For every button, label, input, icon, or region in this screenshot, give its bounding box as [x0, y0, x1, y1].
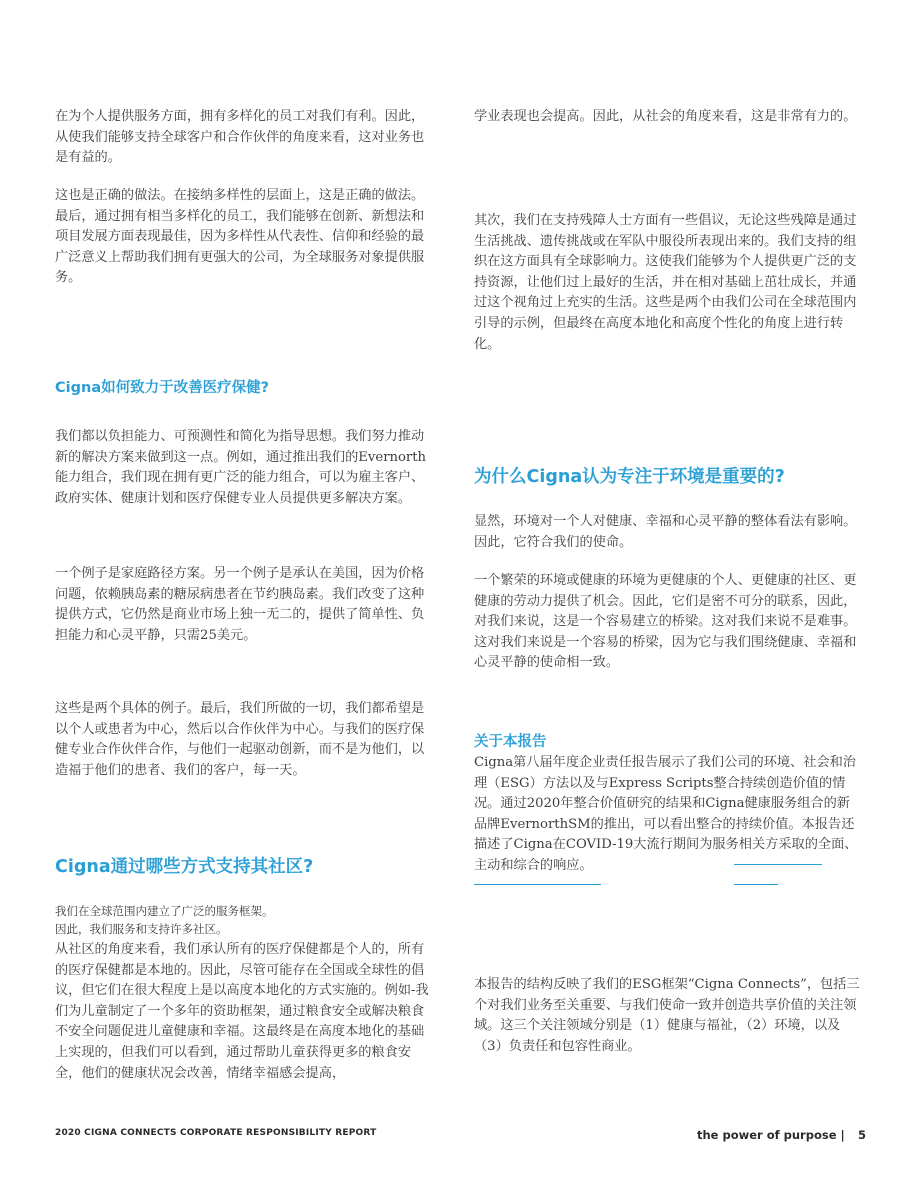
section-heading: 关于本报告 [474, 734, 547, 750]
body-paragraph: 从社区的角度来看，我们承认所有的医疗保健都是个人的，所有的医疗保健都是本地的。因此，尽管可能存在全国或全球性的倡议，但它们在很大程度上是以高度本地化的方式实施的。例如-我们为儿童制定了一个多年的资助框架，通过粮食安全或解决粮食不安全问题促进儿童健康和幸福。这最终是在高度本地化的基础上实现的，但我们可以看到，通过帮助儿童获得更多的粮食安全，他们的健康状况会改善，情绪幸福感会提高， [55, 942, 429, 1081]
footer-report-title: 2020 CIGNA CONNECTS CORPORATE RESPONSIBILITY REPORT [55, 1128, 377, 1138]
body-paragraph: 我们都以负担能力、可预测性和简化为指导思想。我们努力推动新的解决方案来做到这一点。例如，通过推出我们的Evernorth能力组合，我们现在拥有更广泛的能力组合，可以为雇主客户、政府实体、健康计划和医疗保健专业人员提供更多解决方案。 [55, 429, 427, 506]
body-paragraph: Cigna第八届年度企业责任报告展示了我们公司的环境、社会和治理（ESG）方法以及与Express Scripts整合持续创造价值的情况。通过2020年整合价值研究的结果和Cigna健康服务组合的新品牌EvernorthSM的推出，可以看出整合的持续价值。本报告还描述了Cigna在COVID-19大流行期间为服务相关方采取的全面、主动和综合的响应。 [474, 755, 858, 873]
body-paragraph: 显然，环境对一个人对健康、幸福和心灵平静的整体看法有影响。因此，它符合我们的使命。 [474, 514, 857, 550]
body-paragraph: 在为个人提供服务方面，拥有多样化的员工对我们有利。因此，从使我们能够支持全球客户和合作伙伴的角度来看，这对业务也是有益的。 [55, 109, 425, 166]
body-paragraph: 本报告的结构反映了我们的ESG框架“Cigna Connects”，包括三个对我们业务至关重要、与我们使命一致并创造共享价值的关注领域。这三个关注领域分别是（1）健康与福祉，（2）环境，以及（3）负责任和包容性商业。 [474, 977, 860, 1054]
body-note: 因此，我们服务和支持许多社区。 [55, 922, 228, 936]
section-heading: Cigna通过哪些方式支持其社区? [55, 857, 314, 877]
body-paragraph: 这也是正确的做法。在接纳多样性的层面上，这是正确的做法。最后，通过拥有相当多样化的员工，我们能够在创新、新想法和项目发展方面表现最佳，因为多样性从代表性、信仰和经验的最广泛意义上帮助我们拥有更强大的公司，为全球服务对象提供服务。 [55, 188, 425, 286]
divider-line [734, 864, 822, 865]
section-heading: 为什么Cigna认为专注于环境是重要的? [474, 467, 785, 487]
body-paragraph: 其次，我们在支持残障人士方面有一些倡议，无论这些残障是通过生活挑战、遗传挑战或在军队中服役所表现出来的。我们支持的组织在这方面具有全球影响力。这使我们能够为个人提供更广泛的支持资源，让他们过上最好的生活，并在相对基础上茁壮成长，并通过这个视角过上充实的生活。这些是两个由我们公司在全球范围内引导的示例，但最终在高度本地化和高度个性化的角度上进行转化。 [474, 213, 857, 352]
page-number: 5 [858, 1128, 867, 1142]
body-paragraph: 一个繁荣的环境或健康的环境为更健康的个人、更健康的社区、更健康的劳动力提供了机会。因此，它们是密不可分的联系，因此，对我们来说，这是一个容易建立的桥梁。这对我们来说不是难事。这对我们来说是一个容易的桥梁，因为它与我们围绕健康、幸福和心灵平静的使命相一致。 [474, 573, 857, 671]
divider-line [734, 884, 778, 885]
body-paragraph: 这些是两个具体的例子。最后，我们所做的一切，我们都希望是以个人或患者为中心，然后以合作伙伴为中心。与我们的医疗保健专业合作伙伴合作，与他们一起驱动创新，而不是为他们，以造福于他们的患者、我们的客户，每一天。 [55, 701, 425, 778]
body-paragraph: 一个例子是家庭路径方案。另一个例子是承认在美国，因为价格问题，依赖胰岛素的糖尿病患者在节约胰岛素。我们改变了这种提供方式，它仍然是商业市场上独一无二的，提供了简单性、负担能力和心灵平静，只需25美元。 [55, 566, 425, 643]
body-paragraph: 学业表现也会提高。因此，从社会的角度来看，这是非常有力的。 [474, 109, 857, 124]
section-heading: Cigna如何致力于改善医疗保健? [55, 380, 270, 396]
footer-tagline: the power of purpose | [697, 1128, 845, 1142]
divider-line [474, 884, 601, 885]
body-note: 我们在全球范围内建立了广泛的服务框架。 [55, 904, 274, 918]
